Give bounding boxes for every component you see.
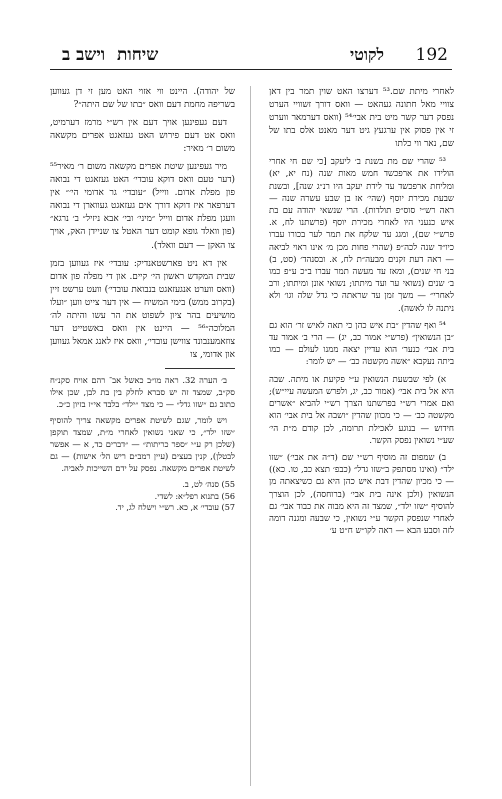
footnote-57: 57) עובדי׳ א, כא. רש״י וישלח לג, יד.: [115, 502, 235, 513]
notes-rule: [165, 368, 235, 369]
running-title: לקוטי: [350, 45, 384, 64]
header-rule: [50, 69, 452, 70]
page-header: [0, 45, 502, 71]
body-paragraph: של יהודה). היינט ווי אזוי האט מען זי דן געווען בשריפה מחמת דעם וואס ״בתו של שם היתה״?: [50, 87, 235, 111]
footnote-54-b: ב) שמפום זה מוסיף רש״י שם (ד״ה את אבי׳) ״שזו ילד״ (ואינו מסתפק ב״שזו גדל״ (כבפ׳ תצא כב, טו. כא)) — כי מכיון שהדין דבת איש כהן היא גם כשיצאתה מן הנשואין (ולכן אינה בית אבי׳ (ברוחסה), לכן הוצרך להוסיף ״שזו ילד״, שמצד זה היא מבוה את כבוד אבי׳ גם לאחרי שנפסק הקשר ע״י נשואין, כי שבעה ומגנה דומה לזה וסבע הבא — ראה לקו״ש ח״ט ע׳: [269, 452, 454, 537]
footnote-53: ⁵³ שהרי שם מת בשנת ב׳ ליעקב [כי שם חי אחרי הולידו את ארפכשד חמש מאות שנה (נח יא, יא) ומליחת ארפכשד עד לידת יעקב היו רנ״ג שנה], ובשנת שבעת מכירת יוסף (שהי׳ אז בן שבע עשרה שנה — ראה רש״י סוס״פ תולדות). הרי שנשאי יהודה עם בת איש כנעני היו לאחרי מכירת יוסף (פרשתנו לח, א. פרש״י שם), ומגג עד שלקח את תמר לער בכורו עברו כיו״ד שנה לכה״פ (שהרי פחות מכן מ׳ אינו ראוי לביאה — ראה דעת זקנים מבעה״ת לח, א. ובסנהד׳ (סט, ב) בני חי שנים), ומאז עד מעשה תמר עברו ב״כ ע״פ כמו ב׳ שנים (נשואי ער ועד מיתתו; נשואי אונן ומיתתו; ורב לאחרי״ — משך זמן עד שראתה כי גדל שלה וגו׳ ולא ניתנה לו לאשה).: [269, 157, 454, 314]
left-column: [50, 86, 235, 786]
right-column: [269, 86, 454, 786]
body-paragraph: לאחרי מיתת שם.⁵³ דערצו האט שוין תמר בין דאן צוויי מאל חתונה געהאט — וואס דורך זשוויי הערט נפסק דער קשר מיט בית אבי׳⁵⁴ (וואס דערמאר ווערט זי אין פסוק אין ערגעץ גיט דער מאנט אלס בתו של שם, נאר ווי כלתו: [269, 87, 454, 150]
body-paragraph: מיר געפינען שיטת אפרים מקשאה משום ר׳ מאיר⁵⁵ (דער טעם וואס דוקא עובדי׳ האט געזאגט די נבואה פון מפלת אדום. ווייל) ״עובדי׳ גר אדומי הי׳״ אין דערפאר איז דוקא דורך אים געזאגט געווארן די נבואה וועגן מפלת אדום ווייל ״מיני׳ ובי׳ אבא ניזיל״ ב׳ נרגא״ (פון וואלד גופא קומט דער האטל צו שניידן האק, אויך צו האקן — דעם וואלד).: [50, 162, 235, 251]
footnote-54-a: א) לפי שבשעת הנשואין ע״י פקיעת או מיתה. שבה היא אל בית אבי׳ (אמור כב, יג, ולפרש המעשה עיי״ש); ואם אמרי רש״י בפרשתנו הצרך רש״י להביא ״אשרים מקשטה כב׳ — כי מכוון שהדין ״ושבה אל בית אבי׳ הוא חידוש — בנוגע לאכילת תרומה, לכן קודם מ״ת הי׳ שע״י נשואין נפסק הקשר.: [269, 374, 454, 446]
body-paragraph: אין דא ניט פארשטאנדיק: עובדי׳ איז געווען בזמן שבית המקדש ראשון הי׳ קיים. און די מפלה פון אדום (וואס ווערט אנגעזאגט בנבואת עובדי׳) וועט ערשט זיין (בקרוב ממש) בימי המשיח — אין דער צייט ווען ״ועלו מושיעים בהר ציון לשפוט את הר עשו והיתה לה׳ המלוכה״⁵⁶ — היינט אין וואס באשטייט דער צוזאמענבונד צווישן עובדי׳, וואס איז לאנג אמאל געווען און אדומי, צו: [50, 258, 235, 360]
note-paragraph: ב׳ הערה 32. ראה מו״ב כאשל אב־ רהם אויח סקנ״ח סק״ב, שמצד זה יש סברא לחלק בין בת לבן, שכן אילו כתוב גם ״שזו גדל״ — כי מצד ״ילד״ בלבד אי״ז בזיון כ״כ.: [50, 374, 235, 409]
column-divider: [250, 86, 251, 786]
body-paragraph: דעם געפינען אויך דעם אין רש״י מרמז דערמיט, וואס אט דעם פירוש האט געזאגט אפרים מקשאה משום ר׳ מאיר:: [50, 118, 235, 155]
running-parsha: שיחות וישב ב: [62, 45, 159, 65]
footnote-55: 55) סנה׳ לט, ב.: [182, 479, 235, 490]
note-paragraph: ויש לומר, שגם לשיטת אפרים מקשאה צריך להוסיף ״שזו ילד״, כי שאני נשואין לאחרי מ״ת, שמצד תוקפן (שלכן רק ע״י ״ספר כריתות״ — ״דברים כד, א — אפשר לבטלן), קנין בעצים (עיין רמב״ם ריש הל׳ אישות) — גם לשיטת אפרים מקשאה. נפסק על ידם השייכות לאביה.: [50, 415, 235, 473]
footnote-56: 56) בתנוא רפל״א: לשדי.: [154, 490, 235, 501]
page-number: 192: [415, 45, 448, 65]
footnote-54: ⁵⁴ ואף שהדין ״בת איש כהן כי תאה לאיש זר׳ הוא גם ״בן הנשואין״ (פרש״י אמור כב, יג) — הרי ב׳ אמור עד בית אבי׳ כנער׳ הוא עדיין יצאה ממנו לעולם — כמו ביתה נעקבא ״אשה מקשטה כב׳ — יש לומר:: [269, 320, 454, 368]
